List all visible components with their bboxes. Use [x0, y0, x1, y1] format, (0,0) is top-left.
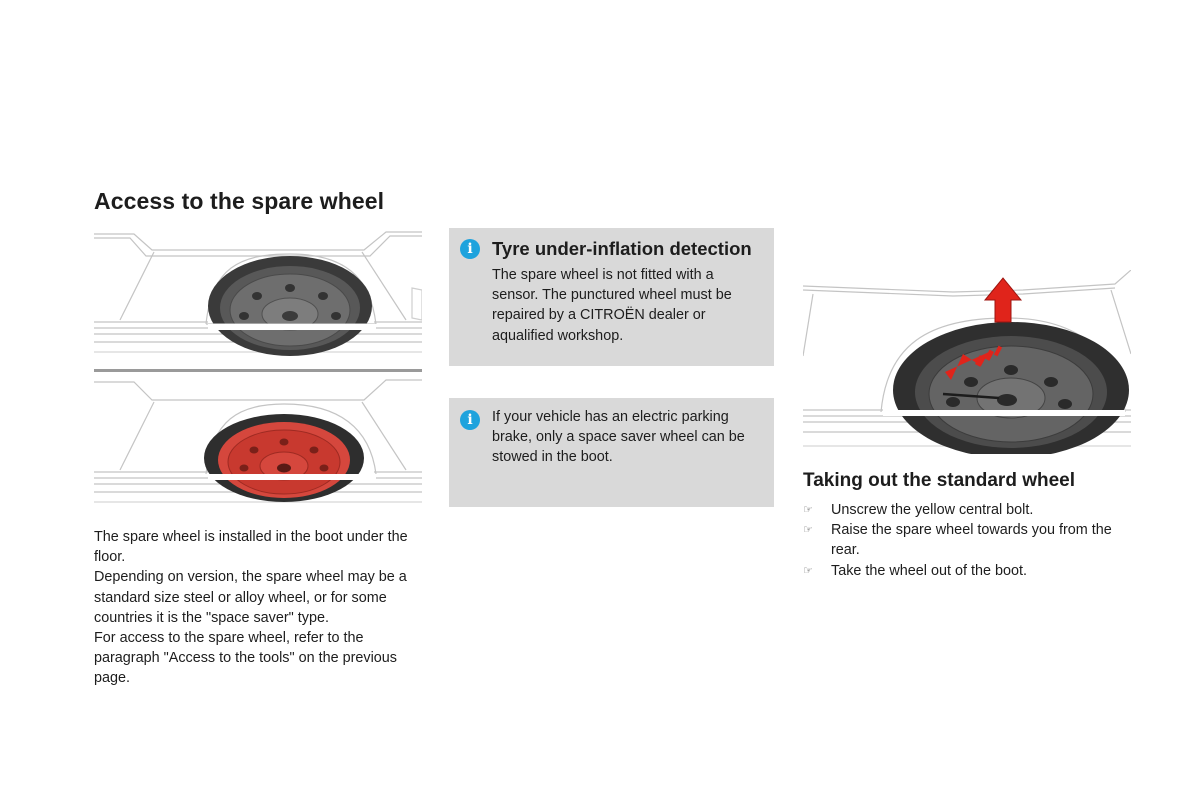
info-box-title: Tyre under-inflation detection [492, 238, 752, 259]
step-text: Unscrew the yellow central bolt. [831, 502, 1034, 518]
pointing-hand-icon: ☞ [803, 524, 813, 537]
pointing-hand-icon: ☞ [803, 504, 813, 516]
info-box-tyre-detection [449, 228, 774, 366]
info-icon: i [460, 410, 480, 430]
page-title: Access to the spare wheel [94, 188, 385, 214]
list-item [803, 500, 1123, 520]
steps-list [803, 500, 1123, 581]
list-item [803, 561, 1123, 581]
info-icon: i [460, 239, 480, 259]
spare-wheel-steel-illustration [94, 228, 422, 366]
paragraph-location: The spare wheel is installed in the boot under the floor. [94, 529, 408, 566]
list-item [803, 520, 1123, 560]
illustration-divider [94, 369, 422, 372]
section-heading-taking-out: Taking out the standard wheel [803, 470, 1076, 491]
info-box-text: If your vehicle has an electric parking brake, only a space saver wheel can be stowed in the boot. [492, 409, 745, 466]
pointing-hand-icon: ☞ [803, 564, 813, 577]
step-text: Raise the spare wheel towards you from the rear. [831, 522, 1112, 559]
paragraph-access-reference: For access to the spare wheel, refer to the paragraph "Access to the tools" on the previous page. [94, 630, 398, 687]
spare-wheel-space-saver-illustration [94, 374, 422, 514]
paragraph-versions: Depending on version, the spare wheel may be a standard size steel or alloy wheel, or for some countries it is the "space saver" type. [94, 569, 407, 626]
spare-wheel-description [94, 527, 424, 689]
info-box-text: The spare wheel is not fitted with a sensor. The punctured wheel must be repaired by a CITROËN dealer or aqualified workshop. [492, 267, 732, 344]
step-text: Take the wheel out of the boot. [831, 562, 1028, 579]
info-box-parking-brake [449, 398, 774, 507]
taking-out-wheel-illustration [803, 270, 1131, 454]
